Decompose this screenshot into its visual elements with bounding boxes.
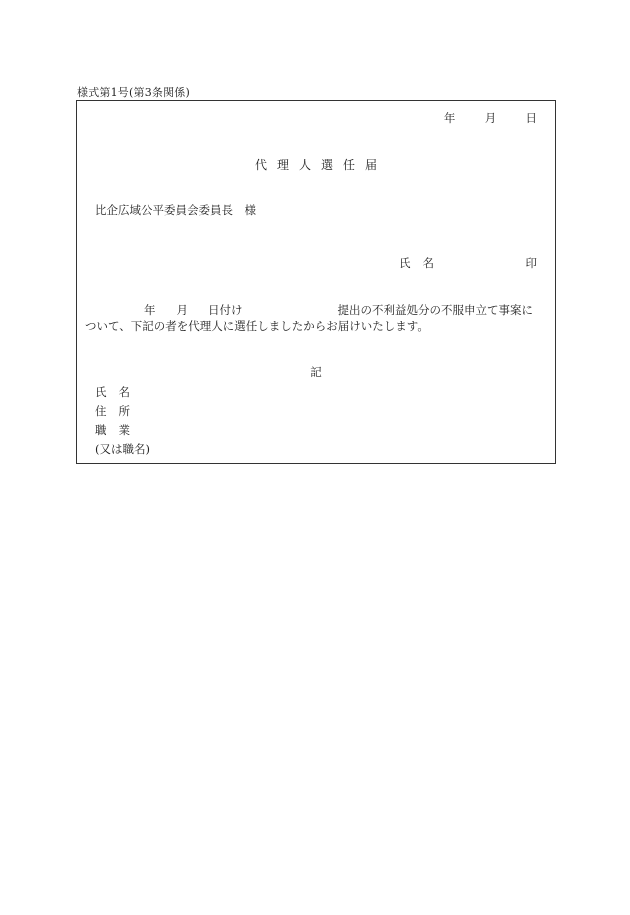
body-text-line-2: ついて、下記の者を代理人に選任しましたからお届けいたします。 bbox=[85, 319, 429, 333]
date-day: 日 bbox=[525, 111, 537, 125]
item-occupation-char: 職 bbox=[95, 423, 107, 437]
item-address-char: 所 bbox=[118, 404, 130, 418]
addressee: 比企広域公平委員会委員長 様 bbox=[95, 203, 256, 217]
title-char: 選 bbox=[321, 158, 334, 172]
item-address-char: 住 bbox=[95, 404, 107, 418]
name-label-char: 氏 bbox=[399, 256, 411, 270]
body-date-suffix: 日付け bbox=[208, 303, 243, 317]
item-address bbox=[95, 403, 130, 419]
form-box bbox=[76, 100, 556, 464]
ki-heading: 記 bbox=[310, 365, 322, 379]
form-number-label: 様式第1号(第3条関係) bbox=[77, 86, 190, 99]
body-line1-tail: 提出の不利益処分の不服申立て事案に bbox=[337, 303, 533, 317]
submission-date bbox=[444, 110, 537, 126]
item-name-char: 氏 bbox=[95, 385, 107, 399]
seal-mark: 印 bbox=[525, 256, 537, 270]
title-char: 人 bbox=[298, 158, 311, 172]
item-occupation-char: 業 bbox=[118, 423, 130, 437]
applicant-name-label bbox=[399, 255, 541, 271]
item-occupation-note: (又は職名) bbox=[95, 442, 150, 456]
date-month: 月 bbox=[484, 111, 497, 125]
title-char: 代 bbox=[254, 158, 267, 172]
document-title bbox=[77, 156, 555, 173]
item-occupation bbox=[95, 422, 130, 438]
title-char: 届 bbox=[365, 158, 378, 172]
body-month: 月 bbox=[176, 303, 188, 317]
body-text-line-1 bbox=[85, 302, 551, 318]
title-char: 任 bbox=[343, 158, 356, 172]
date-year: 年 bbox=[443, 111, 456, 125]
item-name-char: 名 bbox=[118, 385, 130, 399]
name-label-char: 名 bbox=[422, 256, 434, 270]
item-name bbox=[95, 384, 130, 400]
title-char: 理 bbox=[276, 158, 289, 172]
body-year: 年 bbox=[144, 303, 156, 317]
